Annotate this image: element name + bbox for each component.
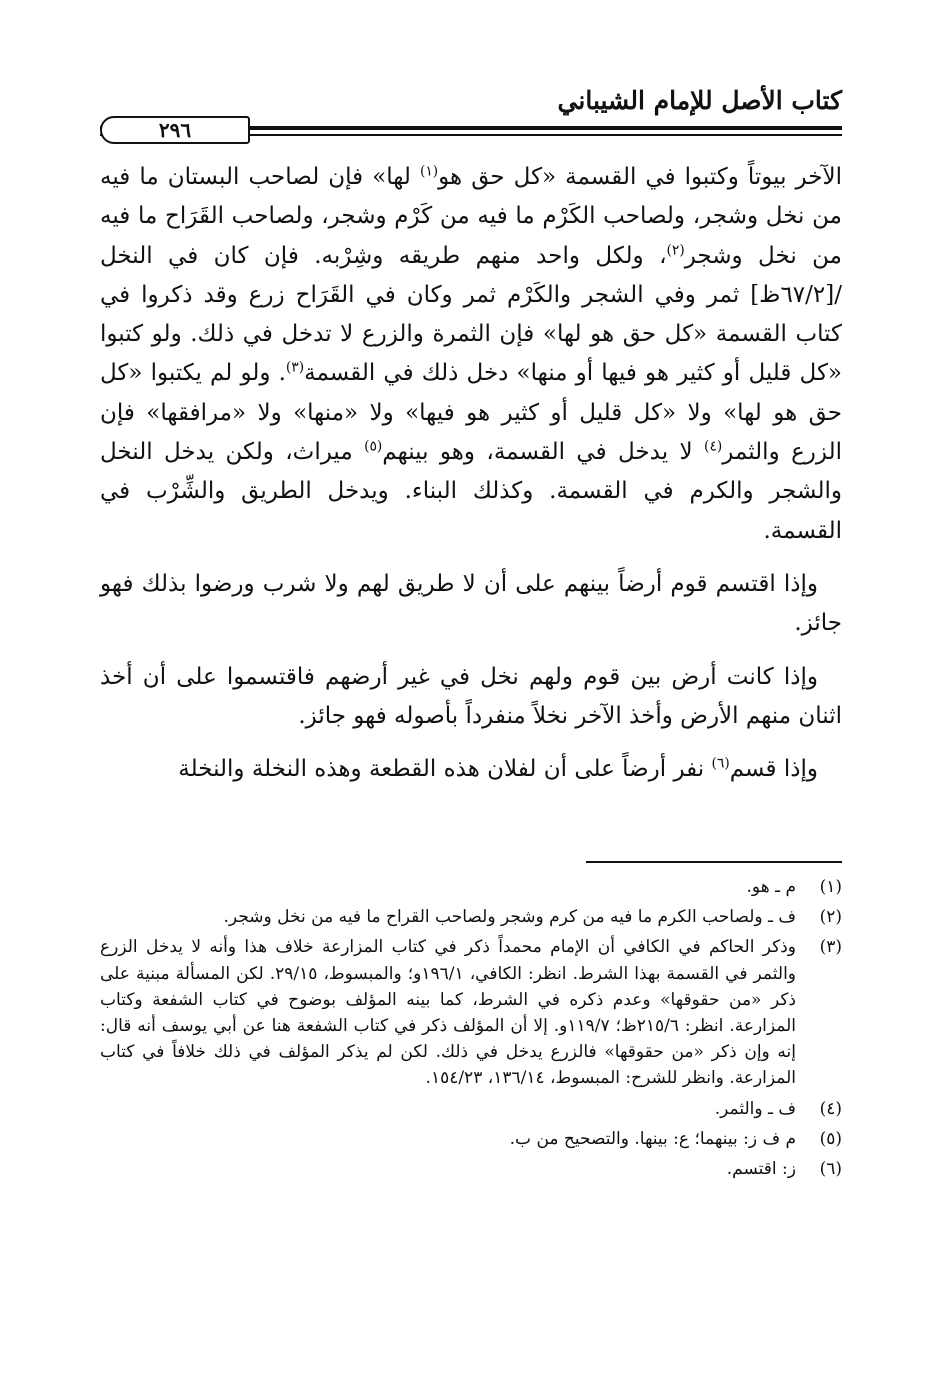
footnote-text: ف ـ والثمر.: [714, 1098, 796, 1119]
footnote: [100, 904, 842, 930]
footnote: [100, 934, 842, 1091]
running-title: كتاب الأصل للإمام الشيباني: [557, 86, 842, 115]
footnote-number: (٥): [819, 1128, 842, 1149]
paragraph: وإذا كانت أرض بين قوم ولهم نخل في غير أرضهم فاقتسموا على أن أخذ اثنان منهم الأرض وأخذ الآخر نخلاً منفرداً بأصوله فهو جائز.: [100, 663, 842, 729]
footnote-marker: (٢): [666, 241, 685, 258]
footnote-number: (٣): [819, 937, 842, 958]
footnote-text: ز: اقتسم.: [726, 1159, 796, 1180]
footnote: [100, 1126, 842, 1152]
footnote-separator: [586, 861, 842, 863]
paragraph: وإذا اقتسم قوم أرضاً بينهم على أن لا طريق لهم ولا شرب ورضوا بذلك فهو جائز.: [100, 570, 842, 637]
footnote: [100, 1096, 842, 1122]
footnote: [100, 1156, 842, 1182]
footnotes: [100, 874, 842, 1186]
footnote-marker: (٥): [364, 438, 383, 455]
footnote-number: (٦): [819, 1159, 842, 1180]
footnote-marker: (٤): [704, 438, 723, 455]
footnote-text: وذكر الحاكم في الكافي أن الإمام محمداً ذكر في كتاب المزارعة خلاف هذا وأنه لا يدخل الزرع والثمر في القسمة بهذا الشرط. انظر: الكافي، ١٩٦/١و؛ والمبسوط، ٢٩/١٥. لكن المسألة مبنية على ذكر «من حقوقها» وعدم ذكره في الشرط، كما بينه المؤلف بوضوح في كتاب الشفعة وكتاب المزارعة. انظر: ٢١٥/٦ظ؛ ١١٩/٧و. إلا أن المؤلف ذكر في كتاب الشفعة هنا عن أبي يوسف أنه قال: إنه وإن ذكر «من حقوقها» فالزرع يدخل في ذلك. لكن لم يذكر المؤلف في ذلك خلافاً في كتاب المزارعة. وانظر للشرح: المبسوط، ١٣٦/١٤، ١٥٤/٢٣.: [100, 937, 797, 1089]
footnote-marker: (٦): [711, 755, 730, 772]
footnote-number: (٤): [819, 1098, 842, 1119]
footnote-text: ف ـ ولصاحب الكرم ما فيه من كرم وشجر ولصاحب القراح ما فيه من نخل وشجر.: [223, 907, 796, 928]
footnote: [100, 874, 842, 900]
footnote-number: (٢): [819, 907, 842, 928]
page-header: [100, 86, 842, 156]
page-number: ٢٩٦: [100, 116, 250, 144]
paragraph: وإذا قسم$^{(٦)}$ نفر أرضاً على أن لفلان هذه القطعة وهذه النخلة والنخلة: [178, 755, 818, 783]
footnote-marker: (١): [419, 163, 439, 180]
main-text: [100, 158, 842, 789]
paragraph: الآخر بيوتاً وكتبوا في القسمة «كل حق هو$^{(١)}$ لها» فإن لصاحب البستان ما فيه من نخل وشجر، ولصاحب الكَرْم ما فيه من كَرْم وشجر، ولصاحب القَرَاح ما فيه من نخل وشجر$^{(٢)}$، ولكل واحد منهم طريقه وشِرْبه. فإن كان في النخل /[٦٧/٢ظ] ثمر وفي الشجر والكَرْم ثمر وكان في القَرَاح زرع وقد ذكروا في كتاب القسمة «كل حق هو لها» فإن الثمرة والزرع لا تدخل في ذلك. ولو كتبوا «كل قليل أو كثير هو فيها أو منها» دخل ذلك في القسمة$^{(٣)}$. ولو لم يكتبوا «كل حق هو لها» ولا «كل قليل أو كثير هو فيها» ولا «منها» ولا «مرافقها» فإن الزرع والثمر$^{(٤)}$ لا يدخل في القسمة، وهو بينهم$^{(٥)}$ ميراث، ولكن يدخل النخل والشجر والكرم في القسمة. وكذلك البناء. ويدخل الطريق والشِّرْب في القسمة.: [100, 163, 843, 544]
footnote-text: م ف ز: بينهما؛ ع: بينها. والتصحيح من ب.: [509, 1128, 796, 1149]
footnote-text: م ـ هو.: [746, 877, 796, 897]
footnote-number: (١): [819, 877, 842, 897]
footnote-marker: (٣): [285, 359, 305, 376]
